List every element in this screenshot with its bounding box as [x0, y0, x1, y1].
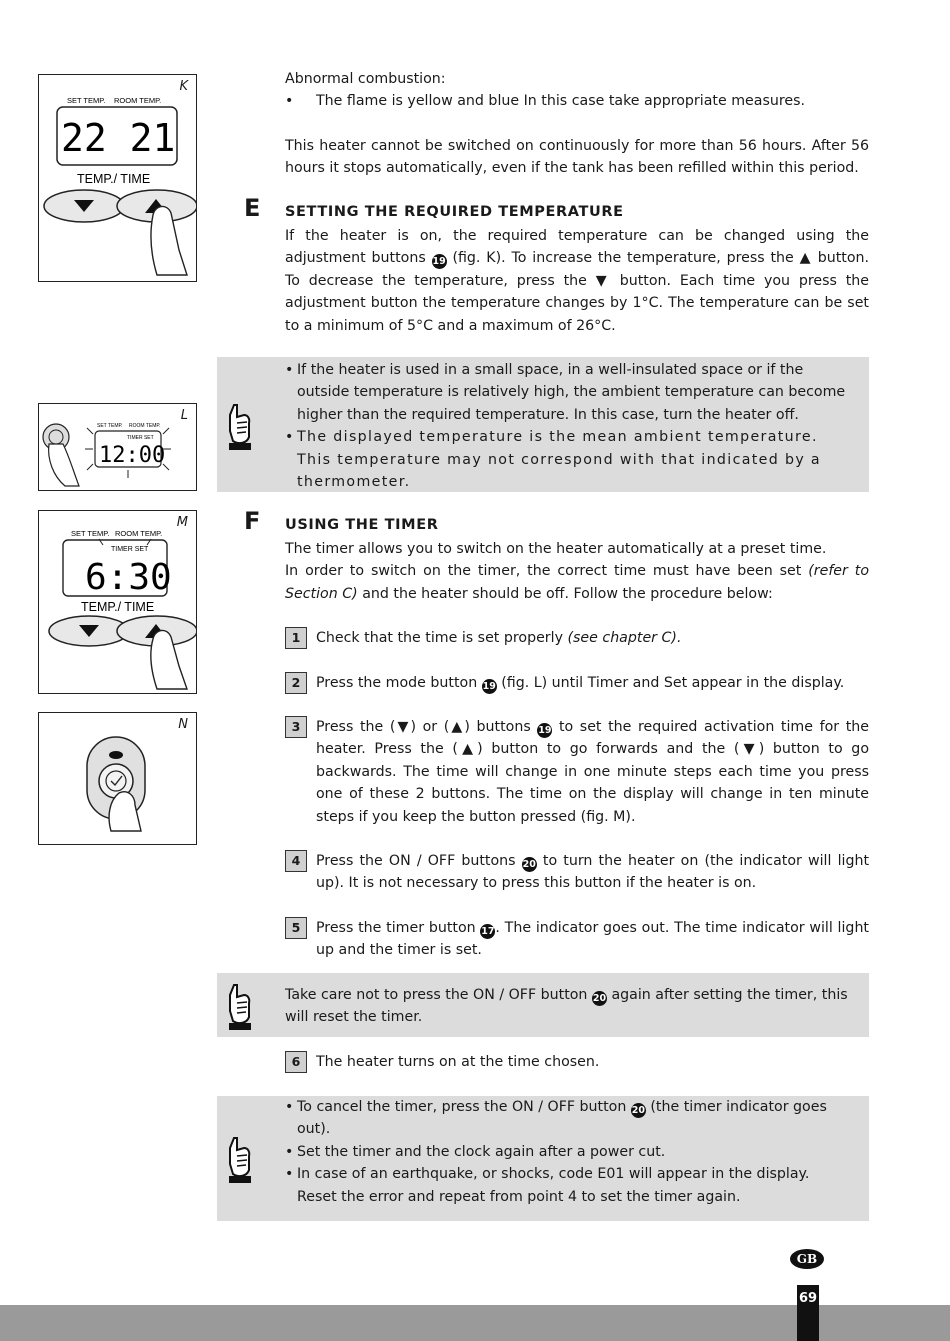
- step-number: 2: [285, 672, 307, 694]
- abnormal-combustion-bullet: • The flame is yellow and blue In this case take appropriate measures.: [285, 93, 805, 110]
- control-panel-illustration: [39, 75, 196, 281]
- step-number: 3: [285, 716, 307, 738]
- button-ref-badge: 19: [482, 681, 496, 692]
- button-ref-badge: 20: [631, 1105, 645, 1116]
- section-letter-f: F: [244, 507, 261, 535]
- figure-k: [38, 74, 197, 282]
- lcd-digits: 22 21: [61, 116, 176, 160]
- button-ref-badge: 20: [592, 993, 607, 1004]
- timer-indicator-icon: [109, 751, 123, 759]
- figure-m: [38, 510, 197, 694]
- note-bullet: • To cancel the timer, press the ON / OFF button 20 (the timer indicator goes out).: [285, 1099, 827, 1138]
- finger-icon: [49, 444, 79, 486]
- button-ref-badge: 20: [522, 859, 536, 870]
- set-temp-label: SET TEMP.: [67, 96, 106, 105]
- step-2: 2 Press the mode button 19 (fig. L) until Timer and Set appear in the display.: [285, 672, 869, 694]
- section-f-body: The timer allows you to switch on the heater automatically at a preset time. In order to switch on the timer, the correct time must have been set (refer to Section C) and the heater should be off. Follow the procedure below:: [285, 541, 870, 602]
- button-ref-badge: 17: [481, 926, 495, 937]
- timer-button-illustration: [39, 713, 196, 844]
- set-temp-label: SET TEMP.: [97, 423, 123, 429]
- room-temp-label: ROOM TEMP.: [129, 423, 161, 429]
- step-number: 6: [285, 1051, 307, 1073]
- step-number: 5: [285, 917, 307, 939]
- temp-time-caption: TEMP./ TIME: [77, 172, 151, 186]
- section-f-heading: USING THE TIMER: [285, 517, 439, 533]
- temp-time-caption: TEMP./ TIME: [81, 600, 155, 614]
- abnormal-combustion-title: Abnormal combustion:: [285, 71, 446, 87]
- set-temp-label: SET TEMP.: [71, 529, 110, 538]
- note-text: Take care not to press the ON / OFF button 20 again after setting the timer, this will reset the timer.: [285, 987, 848, 1026]
- step-number: 4: [285, 850, 307, 872]
- pointing-hand-icon: [225, 981, 255, 1033]
- step-5: 5 Press the timer button 17. The indicator goes out. The time indicator will light up and the timer is set.: [285, 917, 869, 962]
- figure-label: N: [178, 717, 188, 732]
- room-temp-label: ROOM TEMP.: [114, 96, 162, 105]
- button-ref-badge: 19: [432, 256, 446, 268]
- timer-set-label: TIMER SET: [111, 546, 149, 553]
- timer-setting-illustration: [39, 511, 196, 693]
- note-box-reset-warning: [217, 973, 869, 1037]
- timer-set-label: TIMER SET: [127, 435, 154, 441]
- figure-l: [38, 403, 197, 491]
- mode-button-illustration: [39, 404, 196, 490]
- button-ref-badge: 19: [538, 725, 552, 736]
- note-bullet: • The displayed temperature is the mean ambient temperature. This temperature may not correspond with that indicated by a thermometer.: [285, 429, 821, 491]
- step-4: 4 Press the ON / OFF buttons 20 to turn the heater on (the indicator will light up). It is not necessary to press this button if the heater is on.: [285, 850, 869, 895]
- note-box-timer-cancel: [217, 1096, 869, 1221]
- lcd-digits: 6:30: [85, 557, 172, 598]
- step-1: 1 Check that the time is set properly (see chapter C).: [285, 627, 869, 649]
- continuous-operation-note: This heater cannot be switched on continuously for more than 56 hours. After 56 hours it stops automatically, even if the tank has been refilled within this period.: [285, 137, 869, 177]
- step-6: 6 The heater turns on at the time chosen.: [285, 1051, 869, 1073]
- note-text: [285, 359, 851, 493]
- figure-n: [38, 712, 197, 845]
- step-number: 1: [285, 627, 307, 649]
- intro: [285, 68, 869, 180]
- language-badge: GB: [790, 1249, 824, 1269]
- pointing-hand-icon: [225, 1134, 255, 1186]
- section-e-heading: SETTING THE REQUIRED TEMPERATURE: [285, 204, 624, 220]
- pointing-hand-icon: [225, 401, 255, 453]
- section-letter-e: E: [244, 194, 261, 222]
- figure-label: M: [176, 515, 188, 530]
- note-text: [285, 1096, 851, 1208]
- note-bullet: • In case of an earthquake, or shocks, code E01 will appear in the display. Reset the error and repeat from point 4 to set the timer again.: [285, 1166, 810, 1205]
- section-e-body: If the heater is on, the required temperature can be changed using the adjustment buttons 19 (fig. K). To increase the temperature, press the ▲ button. To decrease the temperature, press the ▼ button. Each time you press the adjustment button the temperature changes by 1°C. The temperature can be set to a minimum of 5°C and a maximum of 26°C.: [285, 228, 870, 334]
- figure-label: K: [179, 79, 188, 94]
- room-temp-label: ROOM TEMP.: [115, 529, 163, 538]
- figure-label: L: [180, 408, 188, 423]
- note-bullet: • Set the timer and the clock again after a power cut.: [285, 1143, 666, 1160]
- step-3: 3 Press the (▼) or (▲) buttons 19 to set the required activation time for the heater. Press the (▲) button to go forwards and the (▼) button to go backwards. The time will change in one minute steps each time you press one of these 2 buttons. The time on the display will change in ten minute steps if you keep the button pressed (fig. M).: [285, 716, 869, 828]
- note-bullet: • If the heater is used in a small space, in a well-insulated space or if the outside temperature is relatively high, the ambient temperature can become higher than the required temperature. In this case, turn the heater off.: [285, 362, 846, 423]
- note-box-small-space: [217, 357, 869, 492]
- lcd-digits: 12:00: [99, 443, 166, 468]
- page-number: 69: [797, 1285, 819, 1341]
